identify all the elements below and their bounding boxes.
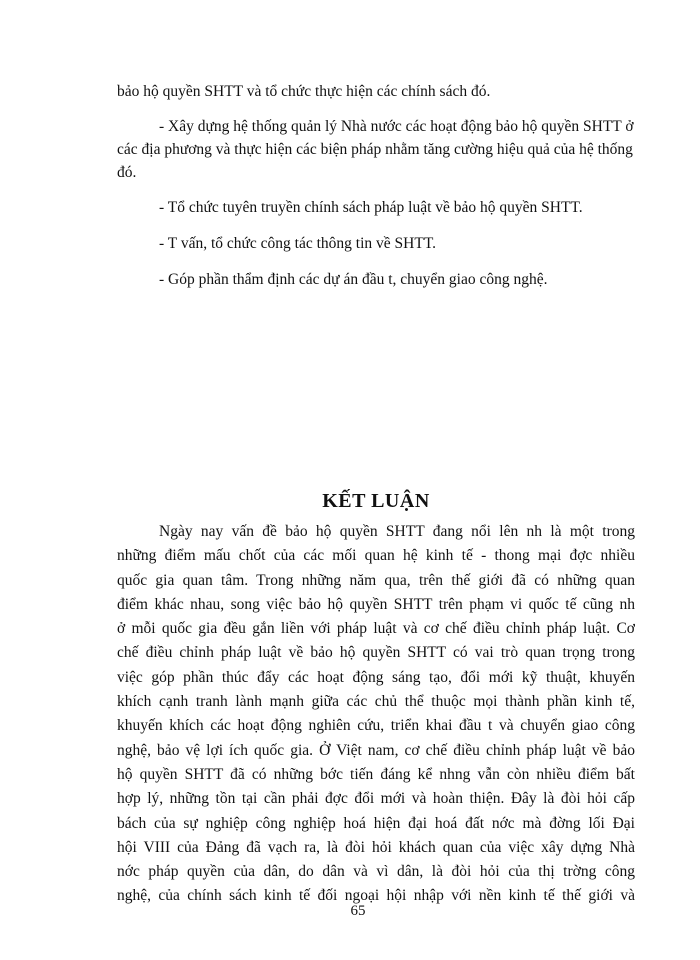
conclusion-line: hội VIII của Đảng đã vạch ra, là đòi hỏi khách quan của việc xây dựng Nhà — [117, 838, 635, 856]
conclusion-line: quốc gia quan tâm. Trong những năm qua, trên thế giới đã có những quan — [117, 571, 635, 589]
conclusion-line: nghệ, của chính sách kinh tế đối ngoại hội nhập với nền kinh tế thế giới và — [117, 887, 635, 905]
conclusion-line: Ngày nay vấn đề bảo hộ quyền SHTT đang nổi lên nh là một trong — [159, 523, 635, 540]
conclusion-line: khích cạnh tranh lành mạnh giữa các chủ thể thuộc mọi thành phần kinh tế, — [117, 693, 635, 711]
conclusion-line: điểm khác nhau, song việc bảo hộ quyền SHTT trên phạm vi quốc tế cũng nh — [117, 595, 635, 613]
page-number: 65 — [350, 903, 366, 919]
conclusion-paragraph — [117, 520, 635, 909]
paragraph-management: - Xây dựng hệ thống quản lý Nhà nước các hoạt động bảo hộ quyền SHTT ở các địa phương và thực hiện các biện pháp nhằm tăng cường hiệu quả của hệ thống đó. — [117, 118, 634, 181]
conclusion-line: bách của sự nghiệp công nghiệp hoá hiện đại hoá đất nớc mà đờng lối Đại — [117, 814, 635, 832]
conclusion-line: việc góp phần thúc đẩy các hoạt động sáng tạo, đổi mới kỹ thuật, khuyến — [117, 668, 635, 686]
conclusion-line: chế điều chỉnh pháp luật về bảo hộ quyền SHTT có vai trò quan trọng trong — [117, 644, 635, 662]
conclusion-line: hộ quyền SHTT đã có những bớc tiến đáng kể nhng vẫn còn nhiều điểm bất — [117, 765, 635, 783]
bullet-consulting: - T vấn, tổ chức công tác thông tin về SHTT. — [159, 235, 437, 252]
paragraph-continuation: bảo hộ quyền SHTT và tổ chức thực hiện các chính sách đó. — [117, 83, 491, 100]
conclusion-line: khuyến khích các hoạt động nghiên cứu, triển khai đầu t và chuyển giao công — [117, 717, 635, 735]
top-text-block — [117, 80, 635, 304]
bullet-propaganda: - Tổ chức tuyên truyền chính sách pháp luật về bảo hộ quyền SHTT. — [159, 199, 583, 216]
section-title: KẾT LUẬN — [322, 490, 430, 512]
conclusion-line: nớc pháp quyền của dân, do dân và vì dân, là đòi hỏi của thị trờng công — [117, 863, 635, 881]
conclusion-line: ở mỗi quốc gia đều gắn liền với pháp luật và cơ chế điều chỉnh pháp luật. Cơ — [117, 620, 635, 638]
conclusion-line: những điểm mấu chốt của các mối quan hệ kinh tế - thong mại đợc nhiều — [117, 547, 635, 565]
conclusion-line: nghệ, bảo vệ lợi ích quốc gia. Ở Việt nam, cơ chế điều chỉnh pháp luật về bảo — [117, 741, 635, 759]
conclusion-line: hợp lý, những tồn tại cần phải đợc đổi mới và hoàn thiện. Đây là đòi hỏi cấp — [117, 790, 635, 808]
bullet-appraisal: - Góp phần thẩm định các dự án đầu t, chuyển giao công nghệ. — [159, 271, 548, 288]
